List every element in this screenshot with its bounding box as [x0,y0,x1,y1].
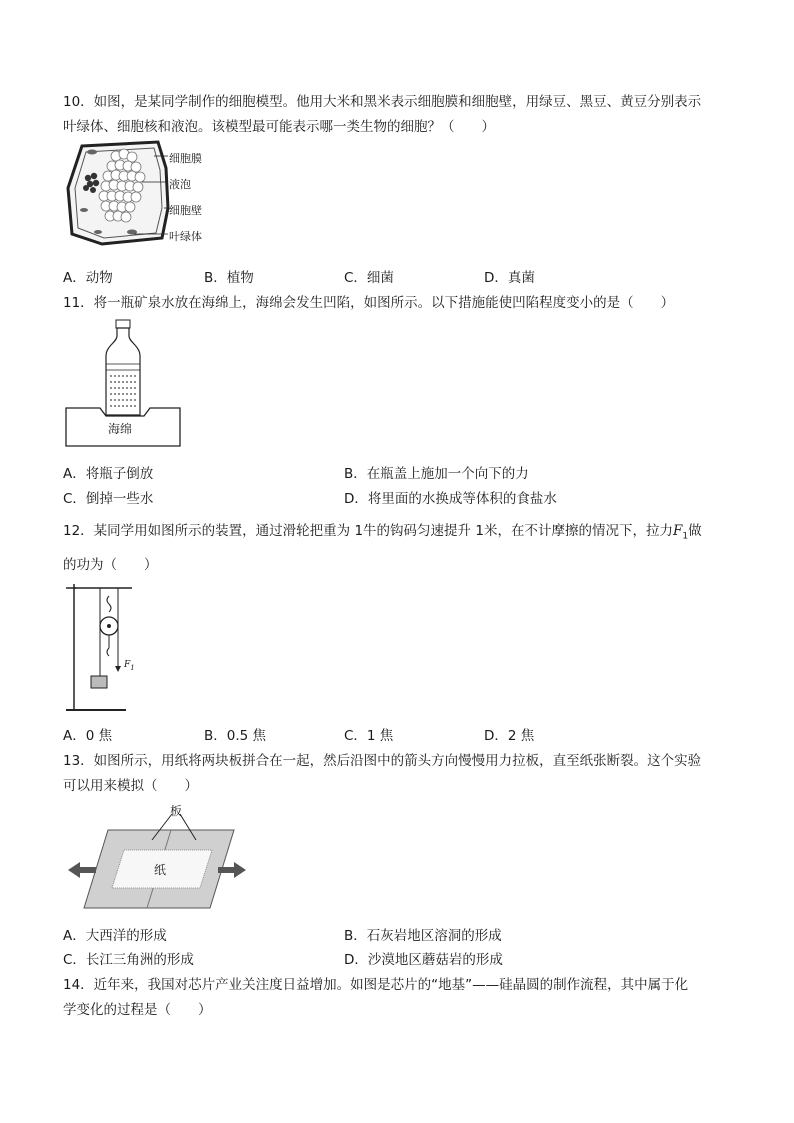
label-cell-wall: 细胞壁 [169,204,202,217]
q11-option-b: B．在瓶盖上施加一个向下的力 [344,466,529,482]
q10-option-d: D．真菌 [484,270,535,286]
figure-force-label: $F_1$ [124,660,135,672]
bottle-body [106,328,140,415]
q10-option-a: A．动物 [63,270,113,286]
label-chloroplast: 叶绿体 [169,230,202,243]
bottle-cap [116,320,130,328]
q12-option-d: D．2 焦 [484,728,535,744]
label-vacuole: 液泡 [169,178,191,191]
label-sponge: 海绵 [108,422,133,436]
label-board: 板 [170,804,183,818]
q12-option-c: C．1 焦 [344,728,394,744]
force-symbol: F [672,523,683,539]
q11-stem-line1: 11．将一瓶矿泉水放在海绵上，海绵会发生凹陷，如图所示。以下措施能使凹陷程度变小的是（ ） [63,295,675,311]
q12-option-b: B．0.5 焦 [204,728,267,744]
q11-option-d: D．将里面的水换成等体积的食盐水 [344,491,557,507]
force-subscript: 1 [682,531,689,542]
q11-option-c: C．倒掉一些水 [63,491,154,507]
q11-option-a: A．将瓶子倒放 [63,466,154,482]
q12-option-a: A．0 焦 [63,728,113,744]
pulley-figure [62,578,142,718]
q10-option-b: B．植物 [204,270,254,286]
q12-stem-tail: 做 [688,523,702,539]
q10-stem-line1: 10．如图，是某同学制作的细胞模型。他用大米和黑米表示细胞膜和细胞壁，用绿豆、黑豆、黄豆分别表示 [63,94,702,110]
q12-stem-line2: 的功为（ ） [63,557,158,573]
q13-option-d: D．沙漠地区蘑菇岩的形成 [344,952,503,968]
q13-option-b: B．石灰岩地区溶洞的形成 [344,928,502,944]
label-paper: 纸 [154,863,167,877]
q10-stem-line2: 叶绿体、细胞核和液泡。该模型最可能表示哪一类生物的细胞？（ ） [63,119,495,135]
q13-option-a: A．大西洋的形成 [63,928,167,944]
q12-stem-line1 [63,519,702,542]
label-cell-membrane: 细胞膜 [169,152,202,165]
q12-stem-text: 12．某同学用如图所示的装置，通过滑轮把重为 1牛的钩码匀速提升 1米，在不计摩擦的情况下，拉力 [63,523,673,539]
weight-block [91,676,107,688]
left-arrow [68,862,96,878]
q10-option-c: C．细菌 [344,270,394,286]
q13-stem-line1: 13．如图所示，用纸将两块板拼合在一起，然后沿图中的箭头方向慢慢用力拉板，直至纸张断裂。这个实验 [63,753,702,769]
q14-stem-line1: 14．近年来，我国对芯片产业关注度日益增加。如图是芯片的“地基”——硅晶圆的制作流程，其中属于化 [63,977,689,993]
plates-paper-figure [62,798,252,916]
q13-option-c: C．长江三角洲的形成 [63,952,194,968]
q14-stem-line2: 学变化的过程是（ ） [63,1002,212,1018]
q13-stem-line2: 可以用来模拟（ ） [63,778,198,794]
